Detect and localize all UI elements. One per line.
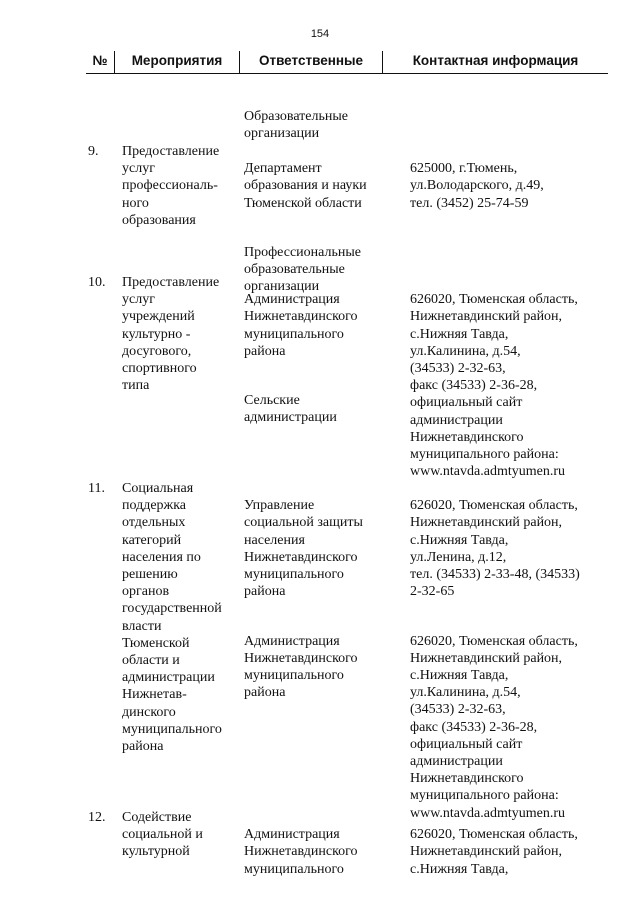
responsible-entry: Образовательные организации bbox=[244, 109, 348, 142]
page-number: 154 bbox=[310, 28, 330, 40]
responsible-cell bbox=[244, 274, 404, 444]
contact-cell bbox=[410, 274, 620, 498]
contact-cell bbox=[410, 809, 620, 895]
header-activity: Мероприятия bbox=[115, 51, 240, 73]
contact-cell bbox=[410, 143, 620, 229]
activity-cell: Содействие социальной и культурной bbox=[122, 810, 203, 860]
row-number: 12. bbox=[88, 810, 106, 825]
responsible-cell bbox=[244, 809, 404, 895]
responsible-entry: Департамент образования и науки Тюменской области bbox=[244, 161, 367, 211]
contact-entry: 625000, г.Тюмень, ул.Володарского, д.49, тел. (3452) 25-74-59 bbox=[410, 161, 544, 211]
activity-cell: Предоставление услуг профессиональ- ного образования bbox=[122, 144, 220, 228]
contact-entry: 626020, Тюменская область, Нижнетавдинский район, с.Нижняя Тавда, ул.Калинина, д.54, (34533) 2-32-63, факс (34533) 2-36-28, официальный сайт администрации Нижнетавдинского муниципального района: www.ntavda.admtyumen.ru bbox=[410, 633, 578, 821]
contact-entry: 626020, Тюменская область, Нижнетавдинский район, с.Нижняя Тавда, ул.Ленина, д.12, тел. (34533) 2-33-48, (34533) 2-32-65 bbox=[410, 498, 580, 600]
header-number: № bbox=[86, 51, 115, 73]
header-contact: Контактная информация bbox=[412, 53, 579, 68]
contact-entry: 626020, Тюменская область, Нижнетавдинский район, с.Нижняя Тавда, bbox=[410, 827, 578, 877]
responsible-entry: Профессиональные образовательные организации bbox=[244, 245, 361, 295]
header-responsible: Ответственные bbox=[240, 51, 383, 73]
row-number: 9. bbox=[88, 144, 99, 159]
activity-cell: Предоставление услуг учреждений культурно - досугового, спортивного типа bbox=[122, 275, 220, 394]
table-header bbox=[86, 51, 608, 74]
responsible-entry: Сельские администрации bbox=[244, 393, 337, 426]
responsible-cell bbox=[244, 480, 404, 719]
row-number: 10. bbox=[88, 275, 106, 290]
responsible-entry: Администрация Нижнетавдинского муниципального района bbox=[244, 633, 358, 701]
activity-cell: Социальная поддержка отдельных категорий населения по решению органов государственной власти Тюменской области и администрации Нижнетав- динского муниципального района bbox=[122, 481, 222, 755]
contact-entry: 626020, Тюменская область, Нижнетавдинский район, с.Нижняя Тавда, ул.Калинина, д.54, (34533) 2-32-63, факс (34533) 2-36-28, официальный сайт администрации Нижнетавдинского муниципального района: www.ntavda.admtyumen.ru bbox=[410, 292, 578, 480]
responsible-entry: Управление социальной защиты населения Нижнетавдинского муниципального района bbox=[244, 498, 363, 600]
responsible-entry: Администрация Нижнетавдинского муниципального bbox=[244, 827, 358, 877]
responsible-entry: Администрация Нижнетавдинского муниципального района bbox=[244, 292, 358, 359]
row-number: 11. bbox=[88, 481, 105, 496]
contact-cell bbox=[410, 480, 620, 839]
